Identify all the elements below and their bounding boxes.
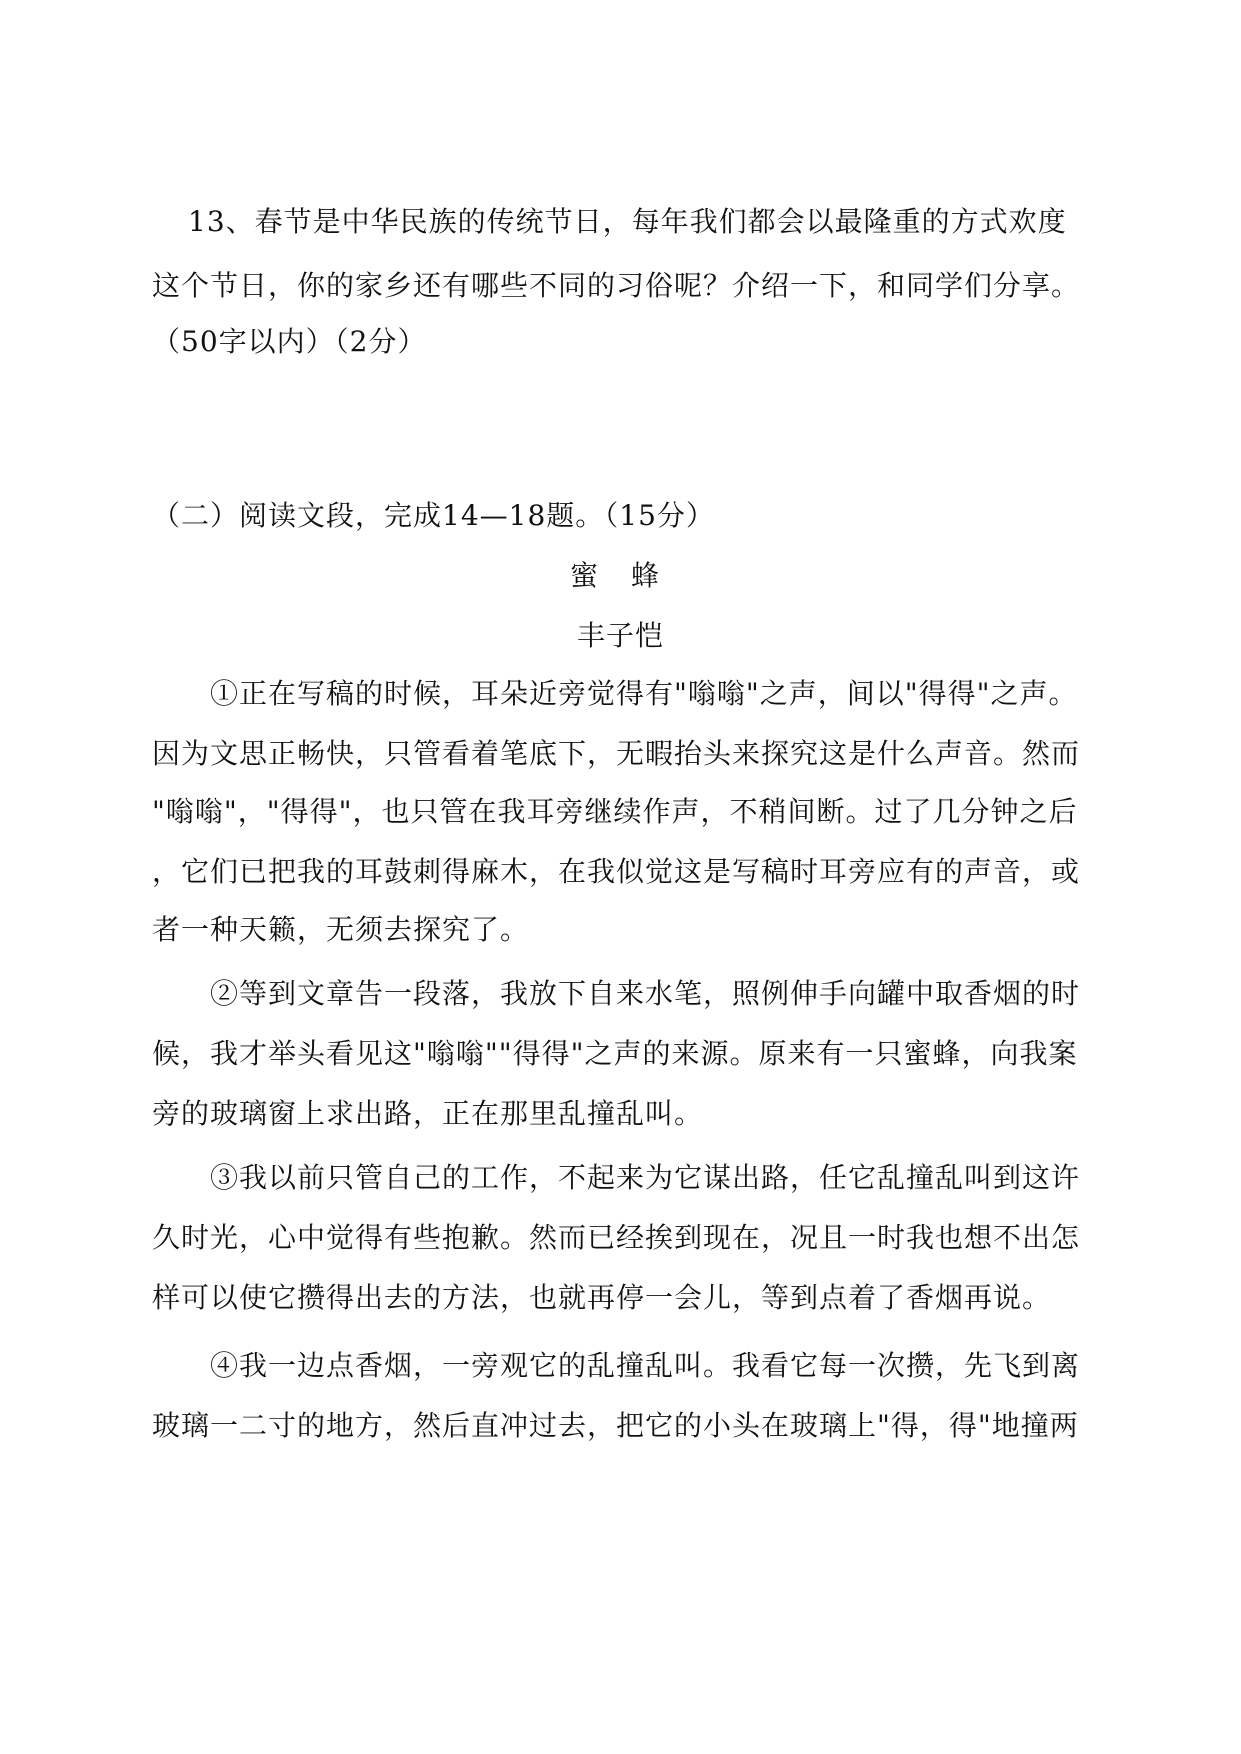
paragraph-1-line-1: ①正在写稿的时候，耳朵近旁觉得有"嗡嗡"之声，间以"得得"之声。 [210,677,1078,710]
paragraph-2-line-2: 候，我才举头看见这"嗡嗡""得得"之声的来源。原来有一只蜜蜂，向我案 [152,1037,1078,1070]
paragraph-3-line-3: 样可以使它攒得出去的方法，也就再停一会儿，等到点着了香烟再说。 [152,1281,1052,1314]
paragraph-1-line-2: 因为文思正畅快，只管看着笔底下，无暇抬头来探究这是什么声音。然而 [152,737,1081,770]
paragraph-1-line-4: ，它们已把我的耳鼓刺得麻木，在我似觉这是写稿时耳旁应有的声音，或 [152,855,1081,888]
paragraph-4-line-1: ④我一边点香烟，一旁观它的乱撞乱叫。我看它每一次攒，先飞到离 [210,1349,1081,1382]
question-13-line-1: 13、春节是中华民族的传统节日，每年我们都会以最隆重的方式欢度 [188,205,1067,238]
paragraph-1-line-5: 者一种天籁，无须去探究了。 [152,913,530,946]
question-13-line-3: （50字以内）（2分） [152,325,427,358]
paragraph-2-line-3: 旁的玻璃窗上求出路，正在那里乱撞乱叫。 [152,1097,704,1130]
section-2-heading: （二）阅读文段，完成14—18题。（15分） [152,499,715,532]
paragraph-4-line-2: 玻璃一二寸的地方，然后直冲过去，把它的小头在玻璃上"得，得"地撞两 [152,1409,1079,1442]
paragraph-1-line-3: "嗡嗡"，"得得"，也只管在我耳旁继续作声，不稍间断。过了几分钟之后 [152,795,1078,828]
paragraph-3-line-2: 久时光，心中觉得有些抱歉。然而已经挨到现在，况且一时我也想不出怎 [152,1221,1081,1254]
paragraph-2-line-1: ②等到文章告一段落，我放下自来水笔，照例伸手向罐中取香烟的时 [210,977,1081,1010]
paragraph-3-line-1: ③我以前只管自己的工作，不起来为它谋出路，任它乱撞乱叫到这许 [210,1161,1081,1194]
question-13-line-2: 这个节日，你的家乡还有哪些不同的习俗呢？介绍一下，和同学们分享。 [152,269,1081,302]
passage-title: 蜜 蜂 [570,559,671,592]
passage-author: 丰子恺 [576,619,664,652]
